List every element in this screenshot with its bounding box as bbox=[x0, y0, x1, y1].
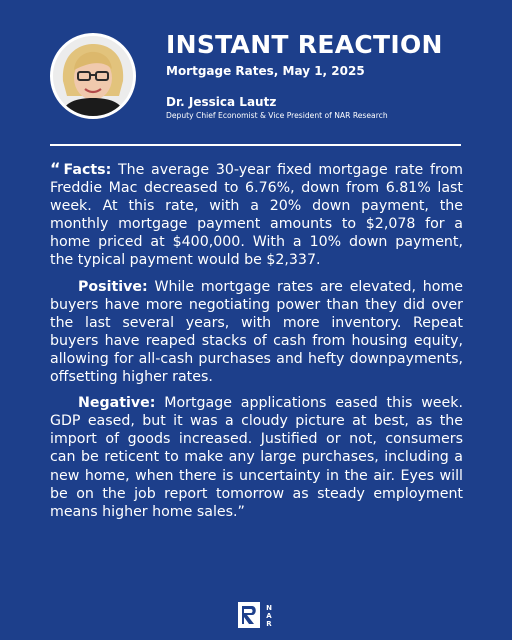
page-subtitle: Mortgage Rates, May 1, 2025 bbox=[166, 64, 365, 78]
logo-letter-a: A bbox=[266, 612, 272, 620]
realtor-r-logo-icon bbox=[237, 601, 277, 629]
positive-paragraph bbox=[50, 278, 463, 387]
negative-paragraph bbox=[50, 394, 463, 521]
facts-label: Facts: bbox=[63, 162, 112, 178]
quote-body bbox=[50, 160, 463, 529]
header-divider bbox=[50, 144, 461, 146]
facts-paragraph bbox=[50, 160, 463, 270]
positive-label: Positive: bbox=[78, 278, 148, 295]
positive-text: While mortgage rates are elevated, home buyers have more negotiating power than they did over the last several years, with more inventory. Repeat buyers have reaped stacks of cash from housing equity, allowing for all-cash purchases and hefty downpayments, offsetting higher rates. bbox=[50, 278, 463, 386]
open-quote-icon: “ bbox=[50, 159, 61, 178]
page-title: INSTANT REACTION bbox=[166, 30, 443, 59]
author-name: Dr. Jessica Lautz bbox=[166, 95, 277, 109]
author-avatar bbox=[50, 33, 136, 119]
negative-label: Negative: bbox=[78, 395, 156, 412]
logo-letter-r: R bbox=[266, 620, 272, 628]
author-role: Deputy Chief Economist & Vice President of NAR Research bbox=[166, 111, 388, 120]
author-portrait-icon bbox=[53, 36, 133, 116]
logo-letter-n: N bbox=[266, 604, 272, 612]
negative-text: Mortgage applications eased this week. GDP eased, but it was a cloudy picture at best, as the import of goods increased. Justified or not, consumers can be reticent to make any large purchases, including a new home, when there is uncertainty in the air. Eyes will be on the job report tomorrow as steady employment means higher home sales.” bbox=[50, 395, 463, 520]
nar-logo bbox=[237, 601, 277, 629]
facts-text: The average 30-year fixed mortgage rate from Freddie Mac decreased to 6.76%, down from 6.81% last week. At this rate, with a 20% down payment, the monthly mortgage payment amounts to $2,078 for a home priced at $400,000. With a 10% down payment, the typical payment would be $2,337. bbox=[50, 162, 463, 269]
